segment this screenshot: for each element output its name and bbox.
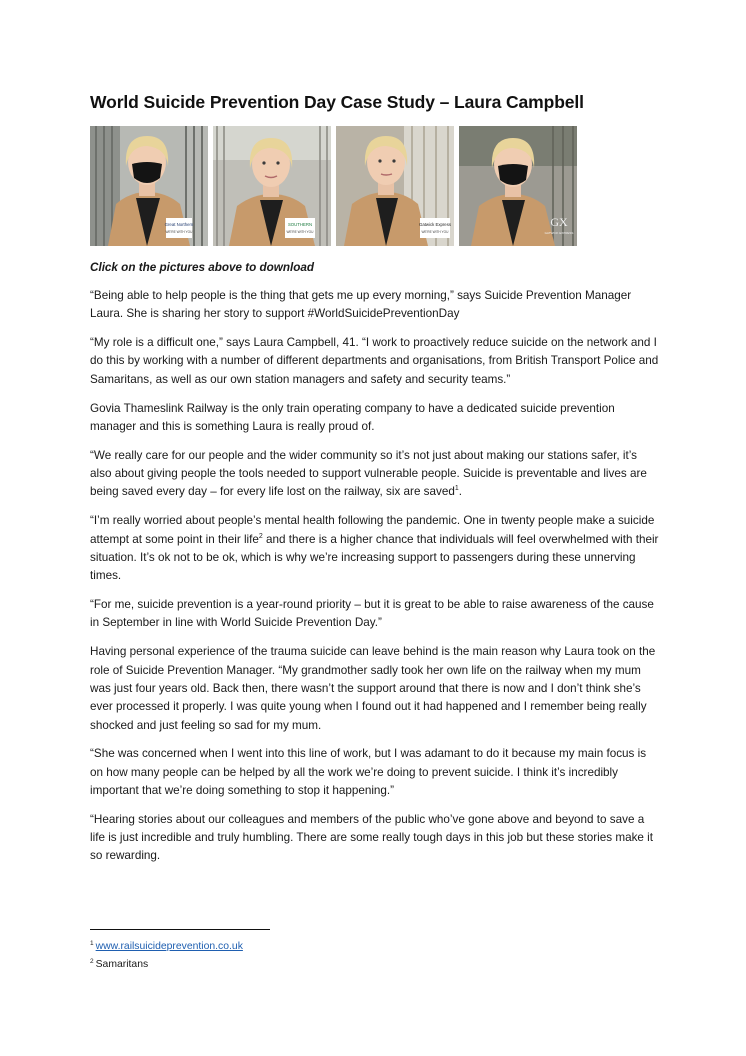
paragraph-text: “I’m really worried about people’s mental health following the pandemic. One in twenty people make a suicide attempt at some point in their life	[90, 514, 655, 546]
svg-text:Great Northern: Great Northern	[164, 222, 194, 227]
paragraph-period: .	[458, 485, 463, 499]
footnote-link[interactable]: www.railsuicideprevention.co.uk	[95, 941, 243, 952]
footnote-separator	[90, 929, 270, 930]
paragraph: “Being able to help people is the thing that gets me up every morning,” says Suicide Prevention Manager Laura. She is sharing her story to support #WorldSuicidePreventionDay	[90, 289, 632, 321]
footnote-ref-2: 2	[258, 532, 263, 540]
svg-text:GX: GX	[550, 215, 568, 229]
paragraph: “She was concerned when I went into this line of work, but I was adamant to do it because my main focus is on how many people can be helped by all the work we’re doing to prevent suicide. I think it’s incredibly important that we’re doing something to stop it happening.”	[90, 747, 647, 797]
svg-text:SOUTHERN: SOUTHERN	[287, 222, 313, 227]
paragraph-text: “We really care for our people and the wider community so it’s not just about making our stations safer, it’s also about giving people the tools needed to support vulnerable people. Suicide is preventable and lives are being saved every day – for every life lost on the railway, six are saved	[90, 448, 647, 499]
paragraph: Govia Thameslink Railway is the only train operating company to have a dedicated suicide prevention manager and this is something Laura is really proud of.	[90, 401, 615, 433]
article-body	[90, 287, 660, 876]
paragraph: Having personal experience of the trauma suicide can leave behind is the main reason why Laura took on the role of Suicide Prevention Manager. “My grandmother sadly took her own life on the railway when my mum was just four years old. Back then, there wasn’t the support around that there is now and I don’t think she’s ever processed it properly. I was quite young when I found out it had happened and I remember being really shocked and just feeling so sad for my mum.	[90, 645, 656, 732]
paragraph: “Hearing stories about our colleagues and members of the public who’ve gone above and beyond to save a life is just incredible and truly humbling. There are some really tough days in this job but these stories make it so rewarding.	[90, 812, 654, 863]
paragraph	[90, 447, 660, 502]
photo-2-unmasked[interactable]	[213, 126, 331, 246]
download-caption: Click on the pictures above to download	[90, 261, 315, 274]
footnote-ref-1: 1	[454, 485, 459, 493]
photo-1-masked[interactable]	[90, 126, 208, 246]
svg-text:WE'RE WITH YOU: WE'RE WITH YOU	[165, 230, 193, 234]
footnotes	[90, 936, 243, 972]
svg-text:WE'RE WITH YOU: WE'RE WITH YOU	[286, 230, 314, 234]
svg-text:Gatwick Express: Gatwick Express	[419, 222, 451, 227]
paragraph	[90, 512, 660, 585]
photo-4-masked[interactable]	[459, 126, 577, 246]
footnote-number: 2	[90, 958, 94, 965]
footnote-number: 1	[90, 940, 94, 947]
paragraph: “My role is a difficult one,” says Laura Campbell, 41. “I work to proactively reduce suicide on the network and I do this by working with a number of different departments and organisations, from British Transport Police and Samaritans, as well as our own station managers and safety and security teams.”	[90, 336, 659, 386]
svg-text:GATWICK EXPRESS: GATWICK EXPRESS	[544, 231, 574, 235]
footnote-1	[90, 936, 243, 954]
photo-strip	[90, 126, 577, 246]
document-title: World Suicide Prevention Day Case Study – Laura Campbell	[90, 92, 584, 112]
photo-3-unmasked[interactable]	[336, 126, 454, 246]
paragraph-text-cont: and there is a higher chance that individuals will feel overwhelmed with their situation. It’s ok not to be ok, which is why we’re increasing support to passengers during these unnerving times.	[90, 532, 659, 583]
footnote-text: Samaritans	[95, 959, 149, 970]
paragraph: “For me, suicide prevention is a year-round priority – but it is great to be able to raise awareness of the cause in September in line with World Suicide Prevention Day.”	[90, 598, 654, 630]
svg-text:WE'RE WITH YOU: WE'RE WITH YOU	[421, 230, 449, 234]
footnote-2	[90, 954, 243, 972]
